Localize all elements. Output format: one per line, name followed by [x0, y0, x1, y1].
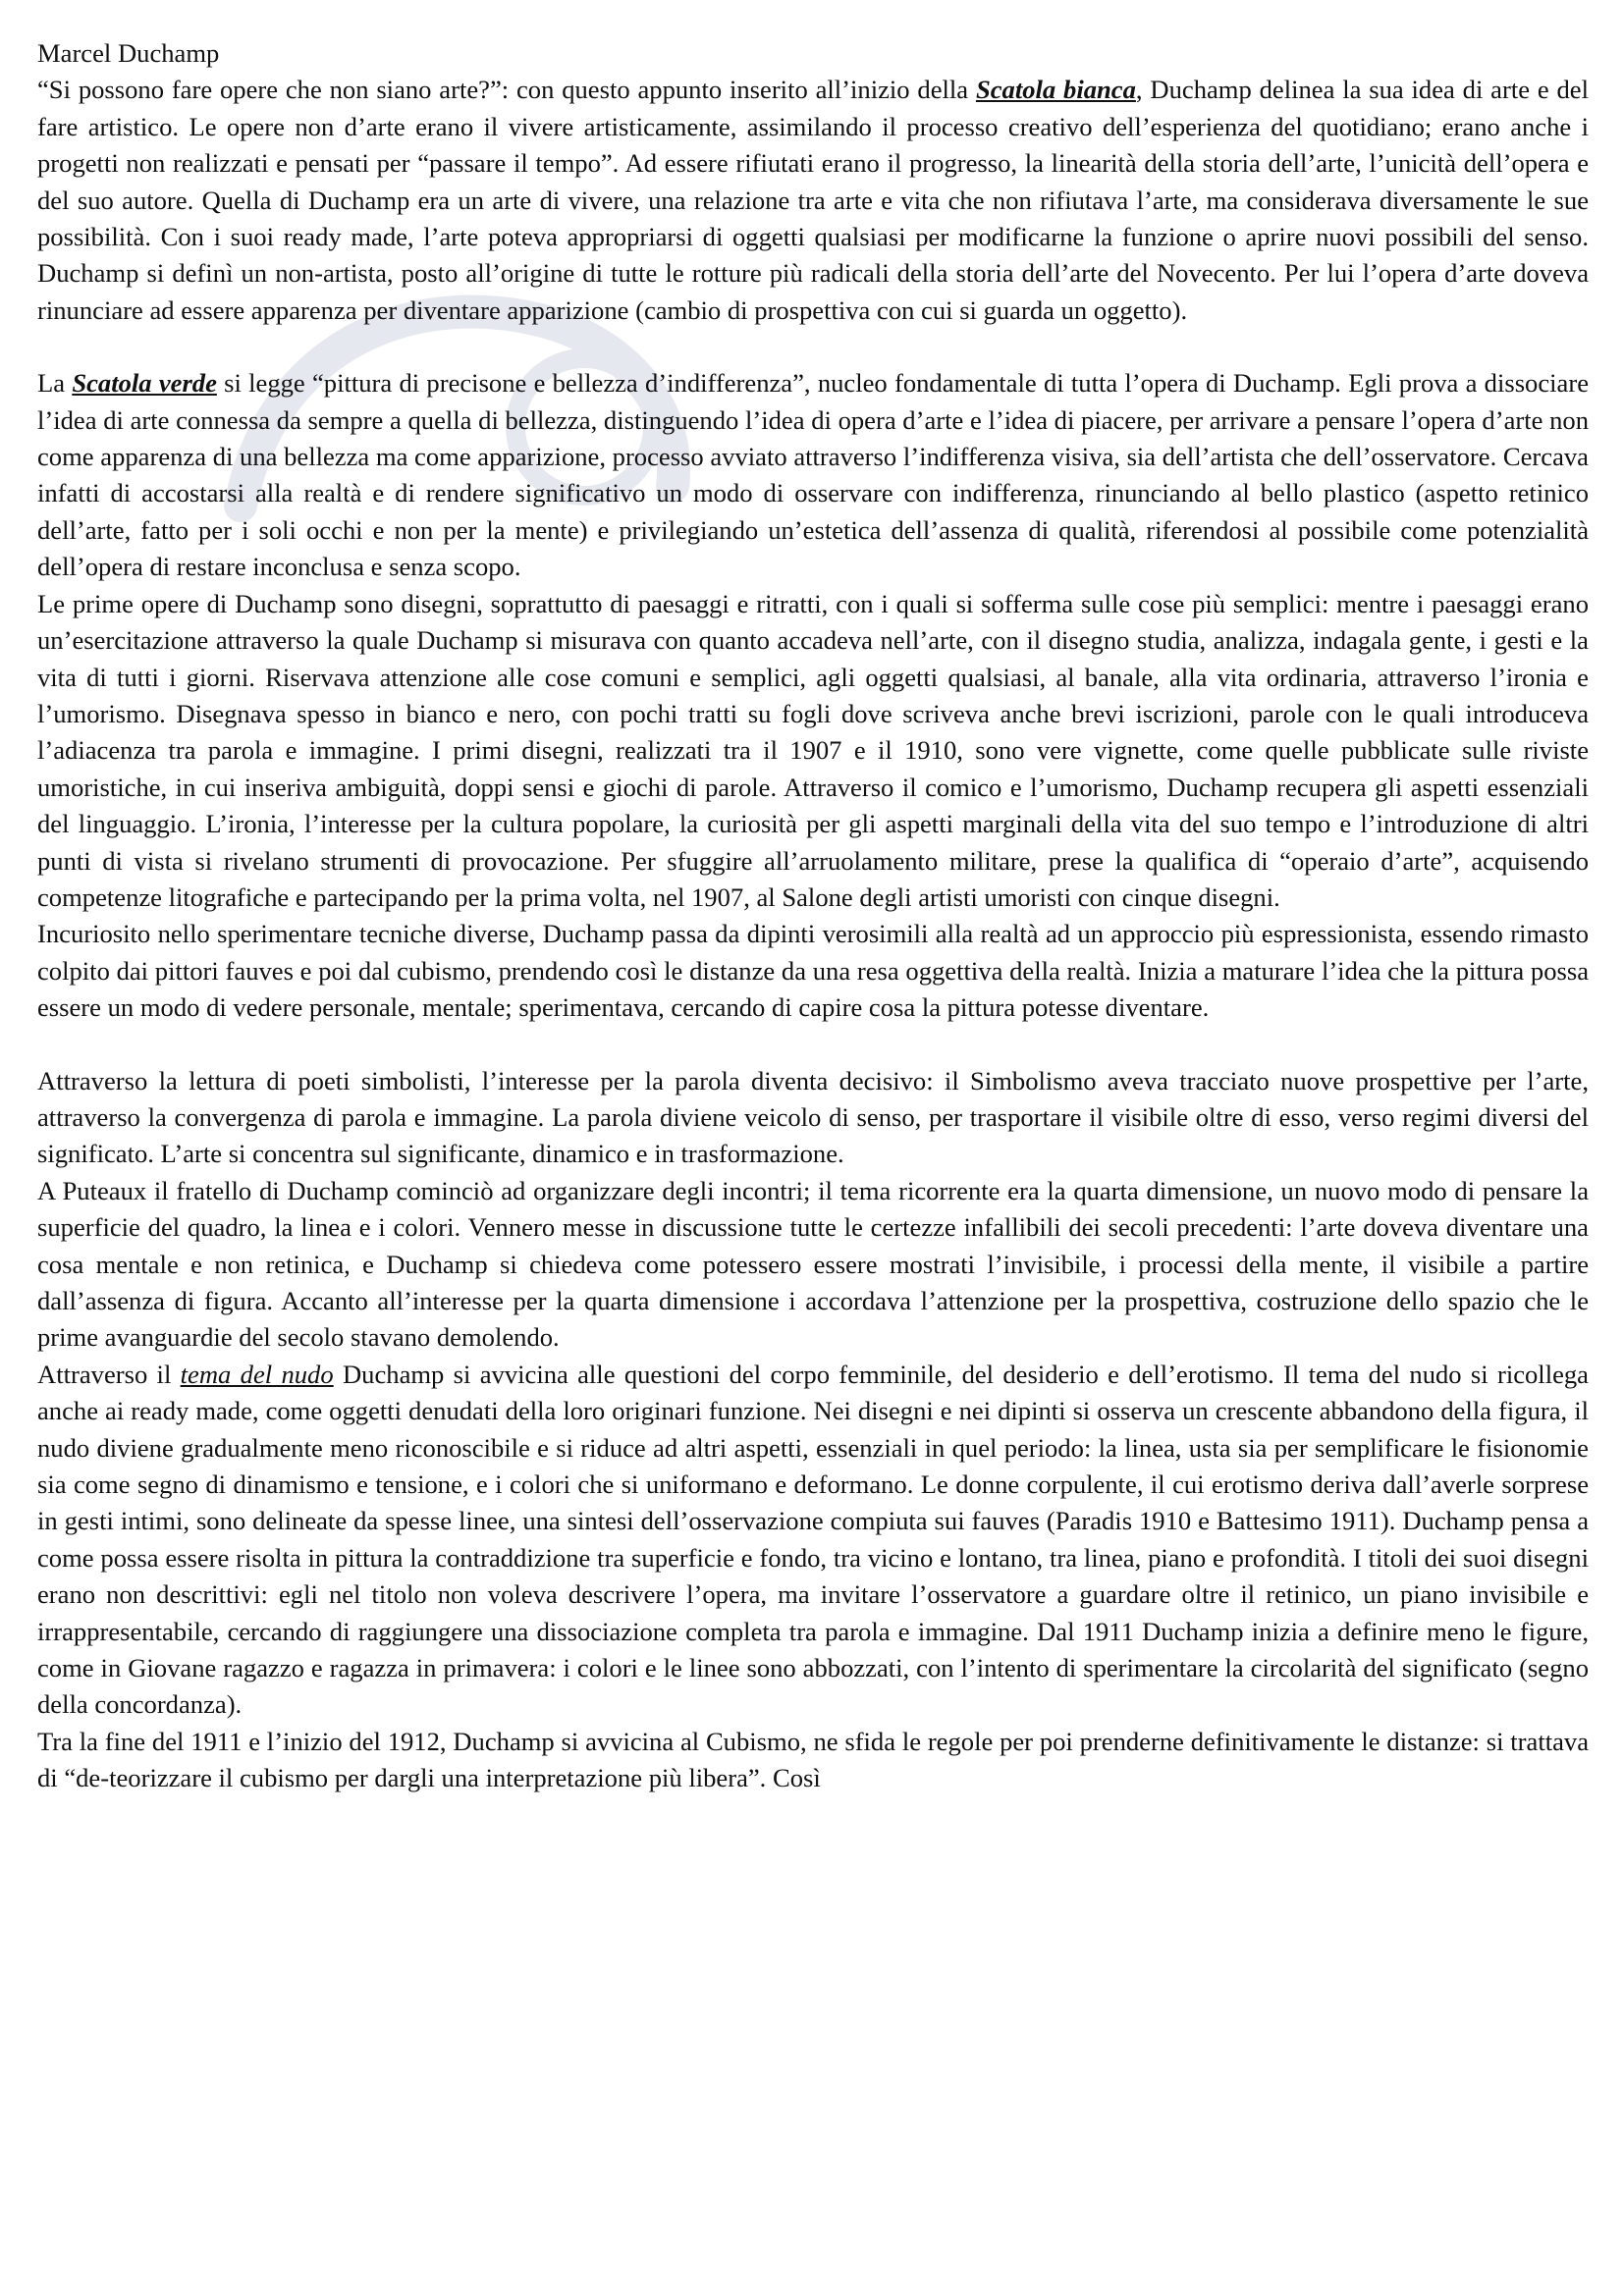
paragraph-text: “Si possono fare opere che non siano arte?”: con questo appunto inserito all’inizio della	[37, 75, 976, 105]
paragraph-text: La	[37, 368, 73, 399]
emphasis-scatola-bianca: Scatola bianca	[975, 75, 1136, 105]
paragraph-nudo	[37, 1357, 1589, 1724]
paragraph-puteaux: A Puteaux il fratello di Duchamp cominciò ad organizzare degli incontri; il tema ricorrente era la quarta dimensione, un nuovo modo di pensare la superficie del quadro, la linea e i colori. Vennero messe in discussione tutte le certezze infallibili dei secoli precedenti: l’arte doveva diventare una cosa mentale e non retinica, e Duchamp si chiedeva come potessero essere mostrati l’invisibile, i processi della mente, il visibile a partire dall’assenza di figura. Accanto all’interesse per la quarta dimensione i accordava l’attenzione per la prospettiva, costruzione dello spazio che le prime avanguardie del secolo stavano demolendo.	[37, 1175, 1589, 1353]
paragraph-simbolismo: Attraverso la lettura di poeti simbolisti, l’interesse per la parola diventa decisivo: il Simbolismo aveva tracciato nuove prospettive per l’arte, attraverso la convergenza di parola e immagine. La parola diviene veicolo di senso, per trasportare il visibile oltre di esso, verso regimi diversi del significato. L’arte si concentra sul significante, dinamico e in trasformazione.	[37, 1065, 1589, 1169]
paragraph-tecniche: Incuriosito nello sperimentare tecniche diverse, Duchamp passa da dipinti verosimili alla realtà ad un approccio più espressionista, essendo rimasto colpito dai pittori fauves e poi dal cubismo, prendendo così le distanze da una resa oggettiva della realtà. Inizia a maturare l’idea che la pittura possa essere un modo di vedere personale, mentale; sperimentava, cercando di capire cosa la pittura potesse diventare.	[37, 919, 1589, 1023]
paragraph-text: si legge “pittura di precisone e bellezza d’indifferenza”, nucleo fondamentale di tutta l’opera di Duchamp. Egli prova a dissociare l’idea di arte connessa da sempre a quella di bellezza, distinguendo l’idea di opera d’arte e l’idea di piacere, per arrivare a pensare l’opera d’arte non come apparenza di una bellezza ma come apparizione, processo avviato attraverso l’indifferenza visiva, sia dell’artista che dell’osservatore. Cercava infatti di accostarsi alla realtà e di rendere significativo un modo di osservare con indifferenza, rinunciando al bello plastico (aspetto retinico dell’arte, fatto per i soli occhi e non per la mente) e privilegiando un’estetica dell’assenza di qualità, riferendosi al possibile come potenzialità dell’opera di restare inconclusa e senza scopo.	[37, 368, 1589, 582]
emphasis-tema-del-nudo: tema del nudo	[180, 1359, 334, 1389]
paragraph-scatola-verde	[37, 365, 1589, 585]
paragraph-gap	[37, 329, 1589, 365]
emphasis-scatola-verde: Scatola verde	[72, 368, 217, 399]
paragraph-text: Duchamp si avvicina alle questioni del corpo femminile, del desiderio e dell’erotismo. Il tema del nudo si ricollega anche ai ready made, come oggetti denudati della loro originari funzione. Nei disegni e nei dipinti si osserva un crescente abbandono della figura, il nudo diviene gradualmente meno riconoscibile e si riduce ad altri aspetti, essenziali in quel periodo: la linea, usta sia per semplificare le fisionomie sia come segno di dinamismo e tensione, e i colori che si uniformano e deformano. Le donne corpulente, il cui erotismo deriva dall’averle sorprese in gesti intimi, sono delineate da spesse linee, una sintesi dell’osservazione compiuta sui fauves (Paradis 1910 e Battesimo 1911). Duchamp pensa a come possa essere risolta in pittura la contraddizione tra superficie e fondo, tra vicino e lontano, tra linea, piano e profondità. I titoli dei suoi disegni erano non descrittivi: egli nel titolo non voleva descrivere l’opera, ma invitare l’osservatore a guardare oltre il retinico, un piano invisibile e irrappresentabile, cercando di raggiungere una dissociazione completa tra parola e immagine. Dal 1911 Duchamp inizia a definire meno le figure, come in Giovane ragazzo e ragazza in primavera: i colori e le linee sono abbozzati, con l’intento di sperimentare la circolarità del significato (segno della concordanza).	[37, 1359, 1589, 1720]
document-title: Marcel Duchamp	[37, 38, 220, 68]
paragraph-cubismo: Tra la fine del 1911 e l’inizio del 1912, Duchamp si avvicina al Cubismo, ne sfida le regole per poi prenderne definitivamente le distanze: si trattava di “de-teorizzare il cubismo per dargli una interpretazione più libera”. Così	[37, 1726, 1589, 1793]
paragraph-text: Attraverso il	[37, 1359, 181, 1389]
paragraph-text: , Duchamp delinea la sua idea di arte e del fare artistico. Le opere non d’arte erano il vivere artisticamente, assimilando il processo creativo dell’esperienza del quotidiano; erano anche i progetti non realizzati e pensati per “passare il tempo”. Ad essere rifiutati erano il progresso, la linearità della storia dell’arte, l’unicità dell’opera e del suo autore. Quella di Duchamp era un arte di vivere, una relazione tra arte e vita che non rifiutava l’arte, ma considerava diversamente le sue possibilità. Con i suoi ready made, l’arte poteva appropriarsi di oggetti qualsiasi per modificarne la funzione o aprire nuovi possibili del senso. Duchamp si definì un non-artista, posto all’origine di tutte le rotture più radicali della storia dell’arte del Novecento. Per lui l’opera d’arte doveva rinunciare ad essere apparenza per diventare apparizione (cambio di prospettiva con cui si guarda un oggetto).	[37, 75, 1589, 325]
paragraph-gap	[37, 1027, 1589, 1063]
document-page	[37, 35, 1589, 1797]
paragraph-prime-opere: Le prime opere di Duchamp sono disegni, soprattutto di paesaggi e ritratti, con i quali si sofferma sulle cose più semplici: mentre i paesaggi erano un’esercitazione attraverso la quale Duchamp si misurava con quanto accadeva nell’arte, con il disegno studia, analizza, indagala gente, i gesti e la vita di tutti i giorni. Riservava attenzione alle cose comuni e semplici, agli oggetti qualsiasi, al banale, alla vita ordinaria, attraverso l’ironia e l’umorismo. Disegnava spesso in bianco e nero, con pochi tratti su fogli dove scriveva anche brevi iscrizioni, parole con le quali introduceva l’adiacenza tra parola e immagine. I primi disegni, realizzati tra il 1907 e il 1910, sono vere vignette, come quelle pubblicate sulle riviste umoristiche, in cui inseriva ambiguità, doppi sensi e giochi di parole. Attraverso il comico e l’umorismo, Duchamp recupera gli aspetti essenziali del linguaggio. L’ironia, l’interesse per la cultura popolare, la curiosità per gli aspetti marginali della vita del suo tempo e l’introduzione di altri punti di vista si rivelano strumenti di provocazione. Per sfuggire all’arruolamento militare, prese la qualifica di “operaio d’arte”, acquisendo competenze litografiche e partecipando per la prima volta, nel 1907, al Salone degli artisti umoristi con cinque disegni.	[37, 588, 1589, 912]
paragraph-scatola-bianca	[37, 72, 1589, 329]
